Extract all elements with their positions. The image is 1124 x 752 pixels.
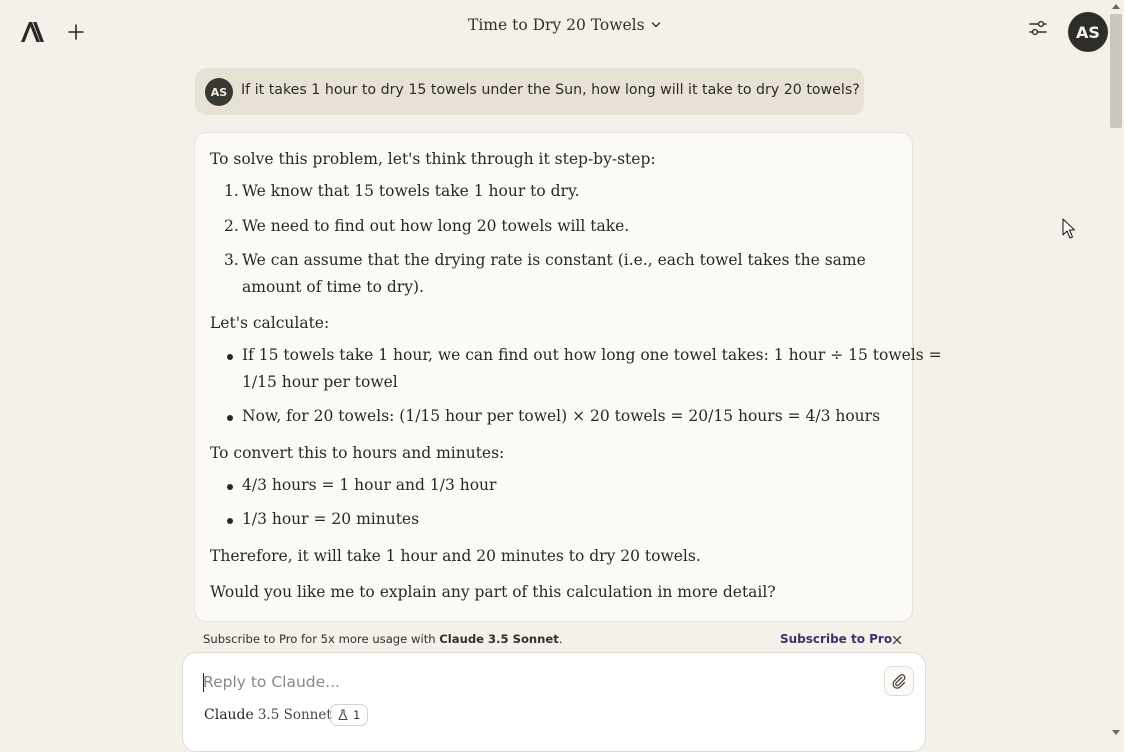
chevron-down-icon <box>651 21 661 29</box>
calc-heading: Let's calculate: <box>210 314 330 332</box>
promo-model: Claude 3.5 Sonnet <box>439 632 559 646</box>
flask-icon <box>338 709 348 721</box>
convert-heading: To convert this to hours and minutes: <box>210 444 505 462</box>
projects-count: 1 <box>353 708 361 722</box>
conclusion: Therefore, it will take 1 hour and 20 minutes to dry 20 towels. <box>210 547 701 565</box>
subscribe-banner-text <box>203 632 563 646</box>
top-bar <box>0 0 1108 62</box>
list-item: Now, for 20 towels: (1/15 hour per towel) × 20 towels = 20/15 hours = 4/3 hours <box>242 407 881 425</box>
conversation-title: Time to Dry 20 Towels <box>468 16 645 34</box>
reply-composer <box>182 652 926 752</box>
paperclip-icon <box>891 673 907 689</box>
projects-badge[interactable] <box>330 704 368 726</box>
scrollbar-thumb[interactable] <box>1110 14 1122 128</box>
scroll-up-arrow-icon[interactable] <box>1112 4 1120 9</box>
user-message <box>195 68 864 115</box>
list-item: We need to find out how long 20 towels will take. <box>242 217 630 235</box>
assistant-intro: To solve this problem, let's think through it step-by-step: <box>210 150 656 168</box>
scroll-down-arrow-icon[interactable] <box>1112 730 1120 735</box>
list-item-continued: 1/15 hour per towel <box>242 373 398 391</box>
plus-icon[interactable] <box>66 22 86 42</box>
close-icon[interactable] <box>891 634 903 646</box>
mouse-cursor-icon <box>1062 218 1076 240</box>
bullet-icon <box>227 354 233 360</box>
assistant-message <box>194 132 942 622</box>
subscribe-to-pro-link[interactable]: Subscribe to Pro <box>780 632 893 646</box>
list-item: 1/3 hour = 20 minutes <box>242 510 420 528</box>
model-selector[interactable] <box>204 707 332 723</box>
attach-button[interactable] <box>884 666 914 696</box>
list-item: 4/3 hours = 1 hour and 1/3 hour <box>242 476 497 494</box>
list-item: If 15 towels take 1 hour, we can find out how long one towel takes: 1 hour ÷ 15 towels = <box>242 346 942 364</box>
promo-suffix: . <box>558 632 563 646</box>
promo-prefix: Subscribe to Pro for 5x more usage with <box>203 632 440 646</box>
user-message-text: If it takes 1 hour to dry 15 towels under the Sun, how long will it take to dry 20 towels? <box>241 82 860 98</box>
step-number: 1. <box>224 182 239 200</box>
list-item: We know that 15 towels take 1 hour to dry. <box>242 182 580 200</box>
reply-input[interactable] <box>203 669 863 695</box>
followup-question: Would you like me to explain any part of this calculation in more detail? <box>210 583 776 601</box>
user-message-avatar: AS <box>205 78 233 106</box>
list-item-continued: amount of time to dry). <box>242 278 424 296</box>
model-name: Claude <box>204 707 254 723</box>
model-version: 3.5 Sonnet <box>257 707 332 723</box>
anthropic-logo[interactable] <box>19 20 45 44</box>
list-item: We can assume that the drying rate is constant (i.e., each towel takes the same <box>242 251 866 269</box>
step-number: 3. <box>224 251 239 269</box>
bullet-icon <box>227 518 233 524</box>
user-avatar[interactable]: AS <box>1068 12 1108 52</box>
conversation-title-menu[interactable] <box>468 14 661 36</box>
sliders-icon[interactable] <box>1027 18 1049 38</box>
bullet-icon <box>227 415 233 421</box>
step-number: 2. <box>224 217 239 235</box>
bullet-icon <box>227 484 233 490</box>
